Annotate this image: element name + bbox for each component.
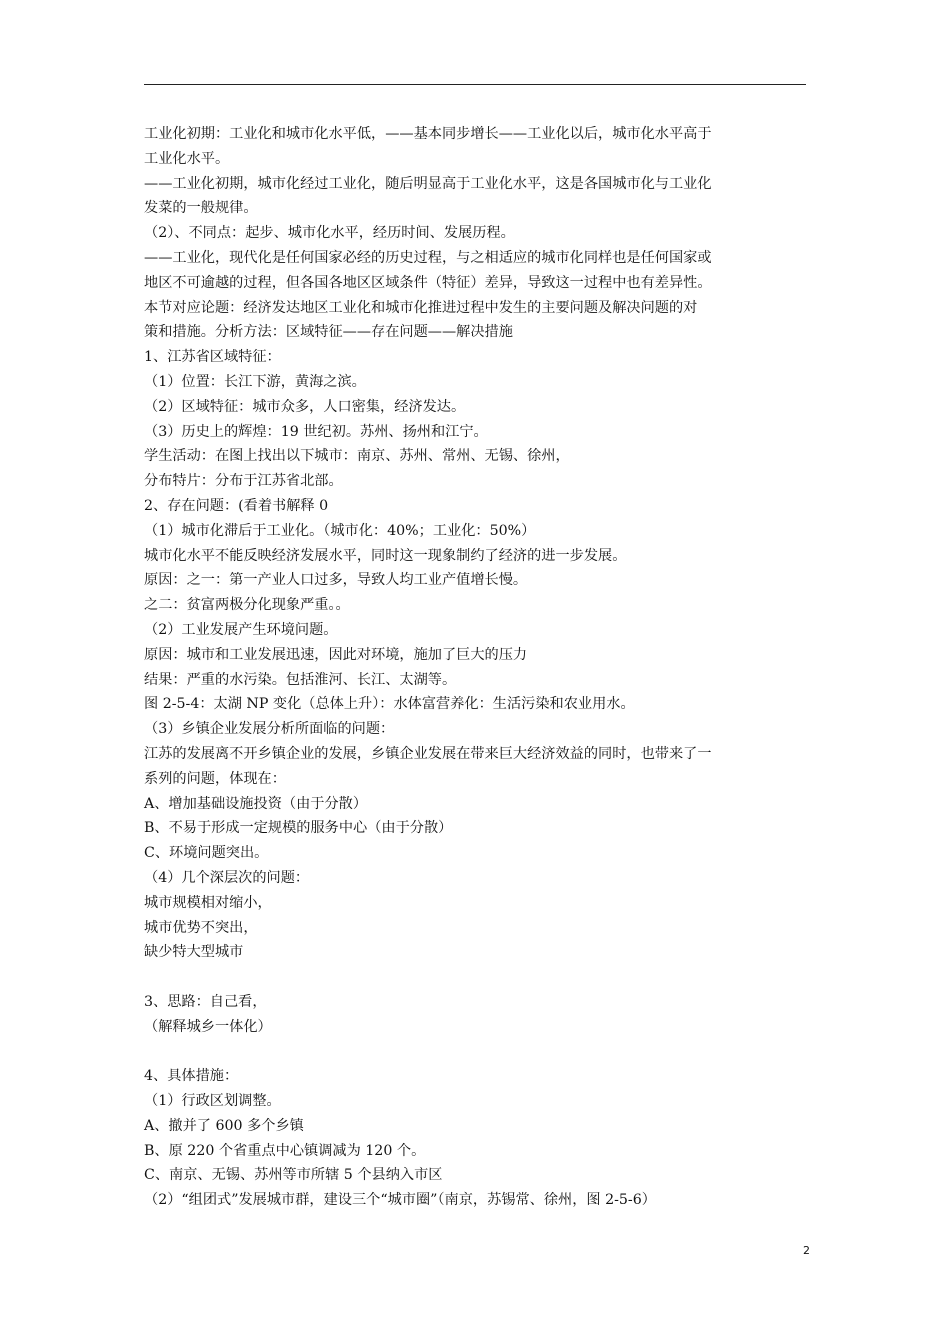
- text-line: 工业化水平。: [144, 150, 230, 167]
- blank-line: [144, 1039, 812, 1064]
- text-line: （1）城市化滞后于工业化。（城市化：40%；工业化：50%）: [144, 522, 536, 539]
- text-line: 3、思路：自己看，: [144, 993, 267, 1010]
- blank-line: [144, 965, 812, 990]
- text-line: 地区不可逾越的过程，但各国各地区区域条件（特征）差异，导致这一过程中也有差异性。: [144, 274, 712, 291]
- text-line: 分布特片：分布于江苏省北部。: [144, 473, 343, 490]
- text-line: C、南京、无锡、苏州等市所辖 5 个县纳入市区: [144, 1167, 443, 1184]
- text-line: （2）、不同点：起步、城市化水平，经历时间、发展历程。: [144, 225, 515, 242]
- text-line: 策和措施。分析方法：区域特征——存在问题——解决措施: [144, 324, 513, 341]
- page-number: 2: [803, 1244, 810, 1257]
- text-line: 学生活动：在图上找出以下城市：南京、苏州、常州、无锡、徐州，: [144, 448, 570, 465]
- text-line: 江苏的发展离不开乡镇企业的发展，乡镇企业发展在带来巨大经济效益的同时，也带来了一: [144, 745, 712, 762]
- text-line: 原因：城市和工业发展迅速，因此对环境，施加了巨大的压力: [144, 646, 528, 663]
- text-line: B、不易于形成一定规模的服务中心（由于分散）: [144, 820, 453, 837]
- text-line: ——工业化初期，城市化经过工业化，随后明显高于工业化水平，这是各国城市化与工业化: [144, 175, 712, 192]
- text-line: 城市化水平不能反映经济发展水平，同时这一现象制约了经济的进一步发展。: [144, 547, 627, 564]
- text-line: 系列的问题，体现在：: [144, 770, 286, 787]
- text-line: A、增加基础设施投资（由于分散）: [144, 795, 368, 812]
- text-line: 城市优势不突出，: [144, 919, 258, 936]
- text-line: （2）工业发展产生环境问题。: [144, 621, 338, 638]
- text-line: （2）区域特征：城市众多，人口密集，经济发达。: [144, 398, 466, 415]
- text-line: 工业化初期：工业化和城市化水平低，——基本同步增长——工业化以后，城市化水平高于: [144, 126, 712, 142]
- text-line: 发菜的一般规律。: [144, 200, 258, 217]
- text-line: 1、江苏省区域特征：: [144, 349, 281, 366]
- text-line: （4）几个深层次的问题：: [144, 869, 310, 886]
- text-line: 结果：严重的水污染。包括淮河、长江、太湖等。: [144, 671, 457, 688]
- text-line: （3）历史上的辉煌：19 世纪初。苏州、扬州和江宁。: [144, 423, 488, 440]
- text-line: 原因：之一：第一产业人口过多，导致人均工业产值增长慢。: [144, 572, 528, 589]
- text-line: 城市规模相对缩小，: [144, 894, 272, 911]
- header-rule: [144, 84, 806, 85]
- text-line: C、环境问题突出。: [144, 845, 269, 862]
- text-line: （解释城乡一体化）: [144, 1018, 272, 1035]
- text-line: 缺少特大型城市: [144, 944, 244, 961]
- text-line: ——工业化，现代化是任何国家必经的历史过程，与之相适应的城市化同样也是任何国家或: [144, 249, 712, 266]
- text-line: 2、存在问题：(看着书解释 0: [144, 497, 329, 514]
- text-line: （3）乡镇企业发展分析所面临的问题：: [144, 721, 395, 738]
- text-line: 本节对应论题：经济发达地区工业化和城市化推进过程中发生的主要问题及解决问题的对: [144, 299, 698, 316]
- text-line: 图 2-5-4：太湖 NP 变化（总体上升）：水体富营养化：生活污染和农业用水。: [144, 696, 635, 713]
- text-line: （1）位置：长江下游，黄海之滨。: [144, 373, 366, 390]
- body-text: [144, 122, 812, 1213]
- text-line: （1）行政区划调整。: [144, 1093, 281, 1110]
- text-line: B、原 220 个省重点中心镇调减为 120 个。: [144, 1142, 426, 1159]
- text-line: 之二：贫富两极分化现象严重。。: [144, 597, 350, 614]
- text-line: 4、具体措施：: [144, 1068, 239, 1085]
- text-line: A、撤并了 600 多个乡镇: [144, 1117, 304, 1134]
- text-line: （2）“组团式”发展城市群，建设三个“城市圈”（南京，苏锡常、徐州，图 2-5-6）: [144, 1192, 656, 1209]
